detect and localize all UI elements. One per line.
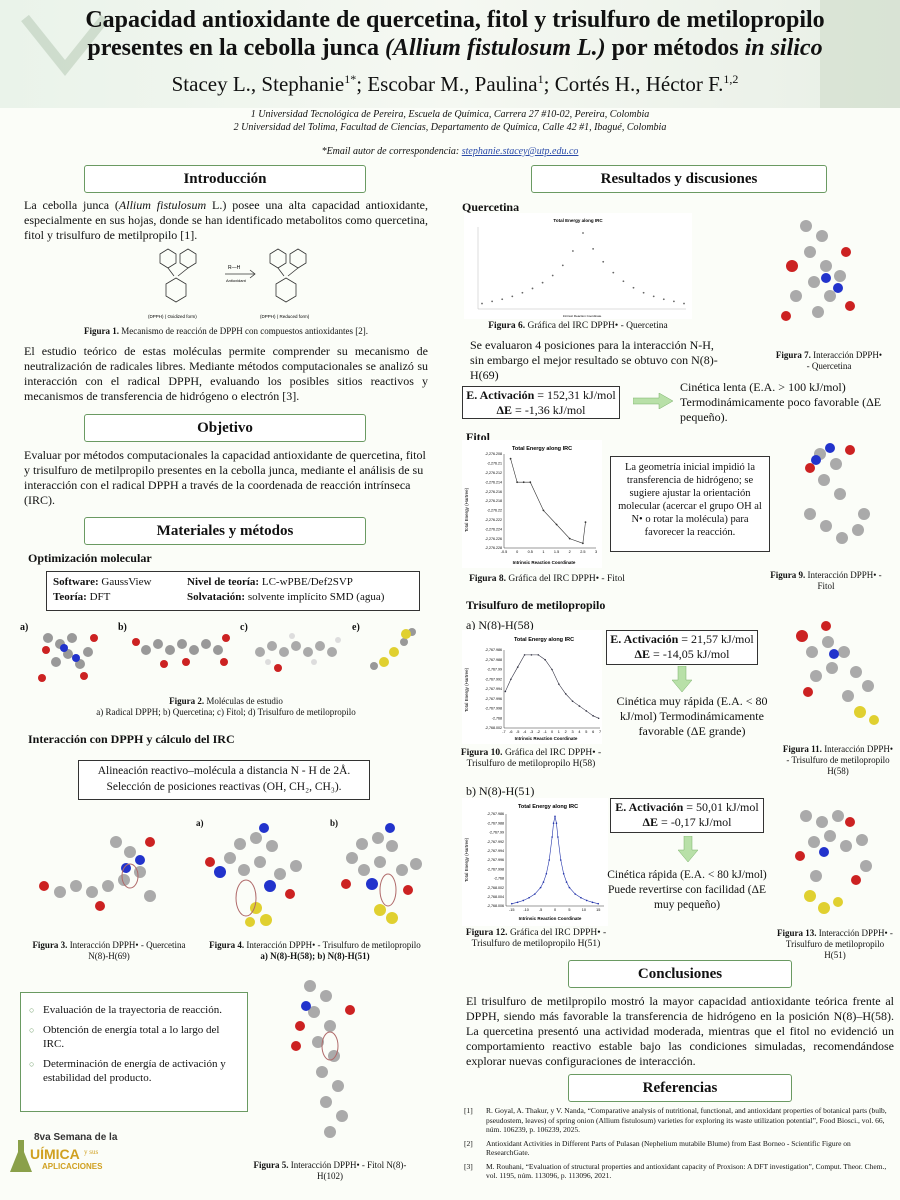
fig4-label-a: a)	[196, 818, 204, 828]
fig8-chart-title: Total Energy along IRC	[511, 446, 573, 452]
data-point	[524, 654, 526, 656]
data-point	[580, 897, 582, 899]
x-tick-label: -4	[522, 730, 527, 734]
subheading-interaccion-irc: Interacción con DPPH y cálculo del IRC	[28, 732, 235, 746]
data-point	[531, 654, 533, 656]
quercetina-energy-box: E. Activación = 152,31 kJ/mol ΔE = -1,36 kJ/mol	[462, 386, 620, 419]
reference-item: [1] R. Goyal, A. Thakur, y V. Nanda, “Comparative analysis of nutritional, functional, and antioxidant properties of botanical parts (bulb, pseudostem, leaves) of spring onion (Allium fistulosum) varieties for exploring its waste utilization potential”, Food Biosci., vol. 66, núm. 106239, p. 106239, 2025.	[464, 1106, 887, 1134]
data-point	[551, 836, 553, 838]
quercetina-note: Cinética lenta (E.A. > 100 kJ/mol) Termodinámicamente poco favorable (ΔE pequeño).	[680, 380, 882, 424]
fig2-label-a: a)	[20, 622, 29, 633]
y-tick-label: -2,276.216	[484, 489, 502, 494]
fitol-note-box: La geometría inicial impidió la transferencia de hidrógeno; se sugiere ajustar la orientación molecular (acercar el grupo OH al N• o rotar la molécula) para favorecer la reacción.	[610, 456, 770, 552]
fig6-data-point	[532, 288, 534, 290]
fig4b-interaction-image	[332, 814, 432, 934]
section-resultados: Resultados y discusiones	[531, 165, 827, 193]
x-tick-label: 10	[581, 908, 586, 912]
data-point	[522, 900, 524, 902]
y-tick-label: -2,767.992	[486, 839, 504, 844]
y-tick-label: -2,276.214	[484, 480, 502, 485]
data-point	[585, 710, 587, 712]
x-tick-label: -3	[529, 730, 534, 734]
fig6-data-point	[623, 280, 625, 282]
fig8-x-label: Intrinsic Reaction Coordinate	[512, 560, 576, 565]
y-tick-label: -2,767.994	[486, 849, 504, 853]
data-point	[517, 902, 519, 904]
fig6-data-point	[673, 301, 675, 303]
fig13-interaction-image	[776, 796, 892, 920]
affiliations: 1 Universidad Tecnológica de Pereira, Escuela de Química, Carrera 27 #10-02, Pereira, Colombia 2 Universidad del Tolima, Facultad de Ciencias, Departamento de Química, Calle 42 #1, Ibagué, Colombia	[233, 109, 667, 133]
fig6-data-point	[643, 292, 645, 294]
x-tick-label: 2.5	[580, 550, 586, 554]
fig6-data-point	[562, 265, 564, 267]
x-tick-label: -5	[538, 908, 543, 912]
fig6-data-point	[602, 261, 604, 263]
references-list	[464, 1106, 892, 1185]
data-point	[544, 659, 546, 661]
data-point	[554, 816, 556, 818]
y-tick-label: -2,768.002	[484, 726, 502, 731]
y-tick-label: -2,276.222	[484, 518, 502, 522]
fig6-data-point	[542, 282, 544, 284]
data-point	[565, 693, 567, 695]
y-tick-label: -2,276.208	[484, 452, 502, 457]
x-tick-label: 0	[550, 730, 554, 734]
section-referencias: Referencias	[568, 1074, 792, 1102]
irc-step-item: ○ Determinación de energía de activación y estabilidad del producto.	[29, 1057, 235, 1085]
fig6-data-point	[522, 292, 524, 294]
irc-method-box: Alineación reactivo–molécula a distancia N - H de 2Å. Selección de posiciones reactivas (OH, CH₂, CH₃).	[78, 760, 370, 800]
data-point	[579, 705, 581, 707]
t58-energy-box: E. Activación = 21,57 kJ/mol ΔE = -14,05 kJ/mol	[606, 630, 758, 665]
data-point	[569, 538, 571, 540]
email-link[interactable]: stephanie.stacey@utp.edu.co	[461, 146, 579, 157]
subheading-optimizacion: Optimización molecular	[28, 551, 152, 565]
subheading-quercetina: Quercetina	[462, 200, 520, 214]
t58-note: Cinética muy rápida (E.A. < 80 kJ/mol) Termodinámicamente favorable (ΔE grande)	[616, 694, 768, 738]
x-tick-label: 7	[598, 730, 602, 734]
data-point	[582, 542, 584, 544]
y-tick-label: -2,767.988	[486, 821, 504, 826]
fig6-data-point	[501, 298, 503, 300]
y-tick-label: -2,767.998	[484, 706, 502, 711]
data-point	[517, 666, 519, 668]
trisulfuro-molecule-image	[362, 622, 422, 682]
fig2-label-c: c)	[240, 622, 248, 633]
data-point	[585, 521, 587, 523]
data-point	[551, 669, 553, 671]
software-box: Software: GaussView Teoría: DFT Nivel de teoría: LC-wPBE/Def2SVP Solvatación: solvente implícito SMD (agua)	[46, 571, 420, 611]
data-point	[510, 458, 512, 460]
y-tick-label: -2,768	[493, 876, 504, 881]
fig6-x-label: Intrinsic Reaction Coordinate	[562, 314, 602, 318]
fig6-data-point	[491, 301, 493, 303]
fig6-data-point	[582, 232, 584, 234]
conclusiones-text: El trisulfuro de metilpropilo mostró la mayor capacidad antioxidante teórica frente al DPPH, siendo más favorable la transferencia de hidrógeno en la posición N(8)–H(58). La quercetina presentó una actividad moderada, mientras que el fitol no evidenció un comportamiento reactivo estable bajo las condiciones simuladas, recomendándose explorar nuevas configuraciones de interacción.	[466, 994, 894, 1068]
irc-steps-box	[20, 992, 248, 1112]
fig6-data-point	[653, 295, 655, 297]
y-tick-label: -2,768	[491, 716, 502, 721]
data-point	[543, 510, 545, 512]
fig7-interaction-image	[766, 206, 876, 346]
fig10-irc-chart	[462, 630, 602, 744]
fig8-irc-chart	[462, 440, 602, 568]
y-tick-label: -2,767.986	[486, 812, 504, 817]
arrow-down-icon	[678, 836, 698, 862]
fig6-data-point	[552, 275, 554, 277]
fig6-data-point	[481, 303, 483, 305]
section-objetivo: Objetivo	[84, 414, 366, 442]
irc-steps-list	[29, 1003, 235, 1091]
figure-4-caption: Figura 4. Interacción DPPH• - Trisulfuro de metilopropilo a) N(8)-H(58); b) N(8)-H(51)	[209, 940, 421, 961]
x-tick-label: 1	[557, 730, 560, 734]
fig1-reduced-label: (DPPH) ( Reduced form)	[260, 314, 310, 319]
t51-label: b) N(8)-H(51)	[466, 784, 535, 798]
figure-1-caption: Figura 1. Mecanismo de reacción de DPPH con compuestos antioxidantes [2].	[84, 326, 368, 336]
t58-label: a) N(8)-H(58)	[466, 618, 534, 632]
dpph-mechanism-figure	[140, 244, 340, 322]
fig5-interaction-image	[270, 966, 390, 1156]
reference-item: [2] Antioxidant Activities in Different Parts of Pulasan (Nephelium mutabile Blume) from East Borneo - Scientific Figure on ResearchGate.	[464, 1138, 851, 1157]
y-tick-label: -2,276.212	[484, 471, 502, 475]
data-point	[548, 859, 550, 861]
x-tick-label: 6	[592, 730, 595, 734]
data-point	[516, 481, 518, 483]
x-tick-label: 0	[553, 908, 557, 912]
y-tick-label: -2,768.004	[486, 895, 504, 899]
data-point	[558, 683, 560, 685]
fig4a-interaction-image	[200, 814, 320, 934]
fig10-y-label: Total Energy (Hartree)	[464, 667, 469, 713]
section-materiales-metodos: Materiales y métodos	[84, 517, 366, 545]
x-tick-label: 0.5	[527, 550, 533, 554]
x-tick-label: -7	[502, 730, 506, 734]
fig11-interaction-image	[782, 612, 892, 732]
y-tick-label: -2,768.002	[486, 885, 504, 890]
dpph-molecule-image	[28, 618, 108, 688]
y-tick-label: -2,767.998	[486, 867, 504, 872]
t51-note: Cinética rápida (E.A. < 80 kJ/mol) Puede revertirse con facilidad (ΔE muy pequeño)	[607, 869, 767, 911]
data-point	[592, 715, 594, 717]
data-point	[511, 903, 513, 905]
figure-8-caption: Figura 8. Gráfica del IRC DPPH• - Fitol	[469, 574, 625, 584]
objetivo-text: Evaluar por métodos computacionales la capacidad antioxidante de quercetina, fitol y trisulfuro de metilpropilo presentes en la cebolla junca, mediante el análisis de su interacción con el radical DPPH a través de la coordenada de reacción intrínseca (IRC).	[24, 448, 426, 507]
arrow-right-icon	[633, 393, 673, 409]
data-point	[534, 893, 536, 895]
flask-icon	[8, 1138, 34, 1178]
data-point	[563, 873, 565, 875]
data-point	[592, 902, 594, 904]
figure-2-caption: Figura 2. Moléculas de estudio a) Radical DPPH; b) Quercetina; c) Fitol; d) Trisulfuro de metilopropilo	[96, 696, 356, 717]
figure-10-caption: Figura 10. Gráfica del IRC DPPH• - Trisulfuro de metilopropilo H(58)	[460, 748, 602, 769]
fig12-y-label: Total Energy (Hartree)	[464, 837, 469, 883]
quercetina-text: Se evaluaron 4 posiciones para la interacción N-H, sin embargo el mejor resultado se obtuvo con N(8)-H(69)	[470, 338, 718, 382]
fig6-data-point	[633, 287, 635, 289]
t51-energy-box: E. Activación = 50,01 kJ/mol ΔE = -0,17 kJ/mol	[610, 798, 764, 833]
data-point	[546, 873, 548, 875]
subheading-fitol: Fitol	[466, 430, 490, 444]
x-tick-label: 5	[568, 908, 571, 912]
x-tick-label: 1.5	[553, 550, 560, 554]
x-tick-label: 4	[578, 730, 581, 734]
y-tick-label: -2,276.21	[486, 461, 502, 466]
data-point	[560, 859, 562, 861]
data-point	[553, 822, 555, 824]
series-line	[505, 655, 598, 718]
fig1-antioxidant-label: Antioxidant	[226, 278, 246, 283]
series-line	[512, 816, 598, 903]
y-tick-label: -2,767.992	[484, 677, 502, 682]
x-tick-label: 5	[585, 730, 588, 734]
x-tick-label: 3	[571, 730, 574, 734]
y-tick-label: -2,276.224	[484, 527, 502, 532]
data-point	[528, 897, 530, 899]
series-line	[511, 459, 586, 544]
data-point	[586, 900, 588, 902]
fig6-chart-title: Total Energy along IRC	[553, 218, 603, 223]
y-tick-label: -2,276.226	[484, 536, 502, 541]
fig6-data-point	[683, 303, 685, 305]
data-point	[569, 887, 571, 889]
y-tick-label: -2,276.22	[486, 508, 502, 513]
semana-quimica-logo: 8va Semana de la UÍMICA y sus APLICACIONES	[0, 1128, 120, 1188]
fig9-interaction-image	[780, 434, 890, 564]
poster-title: Capacidad antioxidante de quercetina, fitol y trisulfuro de metilopropilo presentes en la cebolla junca (Allium fistulosum L.) por métodos in silico	[85, 7, 825, 61]
fig3-interaction-image	[30, 812, 180, 936]
data-point	[540, 887, 542, 889]
y-tick-label: -2,767.986	[484, 648, 502, 653]
x-tick-label: 1	[542, 550, 545, 554]
y-tick-label: -2,276.228	[484, 546, 502, 551]
email-line: *Email autor de correspondencia: stephanie.stacey@utp.edu.co	[321, 146, 579, 157]
fig6-data-point	[663, 298, 665, 300]
fig8-y-label: Total Energy (Hartree)	[464, 487, 469, 533]
figure-12-caption: Figura 12. Gráfica del IRC DPPH• - Trisulfuro de metilopropilo H(51)	[465, 928, 607, 949]
data-point	[598, 717, 600, 719]
irc-step-item: ○ Evaluación de la trayectoria de reacción.	[29, 1003, 235, 1017]
quercetina-molecule-image	[126, 622, 236, 682]
data-point	[510, 678, 512, 680]
x-tick-label: -10	[523, 908, 529, 912]
section-introduccion: Introducción	[84, 165, 366, 193]
x-tick-label: -1	[543, 730, 547, 734]
x-tick-label: -2	[536, 730, 540, 734]
x-tick-label: 0	[516, 550, 519, 554]
x-tick-label: -0.5	[500, 550, 508, 554]
subheading-trisulfuro: Trisulfuro de metilopropilo	[466, 598, 606, 612]
fig6-data-point	[592, 248, 594, 250]
data-point	[543, 881, 545, 883]
y-tick-label: -2,767.99	[486, 667, 502, 672]
fig1-reagent-label: R—H	[228, 265, 241, 271]
y-tick-label: -2,767.988	[484, 657, 502, 662]
fig2-label-b: b)	[118, 622, 127, 633]
y-tick-label: -2,768.006	[486, 904, 504, 909]
reference-item: [3] M. Rouhani, “Evaluation of structural properties and antioxidant capacity of Proxison: A DFT investigation”, Comput. Theor. Chem., vol. 1195, núm. 113096, p. 113096, 2021.	[464, 1161, 887, 1180]
intro-paragraph-2: El estudio teórico de estas moléculas permite comprender su mecanismo de neutralización de radicales libres. Mediante métodos computacionales se analizó su interacción con el radical DPPH, evaluando los posibles sitios reactivos y mecanismos de transferencia de hidrógeno o electrón [3].	[24, 344, 428, 403]
fig6-irc-chart	[464, 213, 692, 319]
section-conclusiones: Conclusiones	[568, 960, 792, 988]
fig2-label-e: e)	[352, 622, 360, 633]
fig6-data-point	[612, 272, 614, 274]
data-point	[574, 893, 576, 895]
x-tick-label: -15	[509, 908, 515, 912]
figure-11-caption: Figura 11. Interacción DPPH• - Trisulfuro de metilopropilo H(58)	[782, 744, 894, 776]
intro-paragraph-1: La cebolla junca (Allium fistulosum L.) posee una alta capacidad antioxidante, especialmente en sus hojas, donde se han identificado metabolitos como quercetina, fitol y trisulfuro de metilpropilo [1].	[24, 198, 428, 242]
figure-7-caption: Figura 7. Interacción DPPH• - Quercetina	[775, 350, 883, 371]
data-point	[597, 903, 599, 905]
figure-13-caption: Figura 13. Interacción DPPH• - Trisulfuro de metilopropilo H(51)	[777, 928, 893, 960]
data-point	[537, 654, 539, 656]
data-point	[566, 881, 568, 883]
fig12-x-label: Intrinsic Reaction Coordinate	[518, 916, 582, 921]
data-point	[529, 481, 531, 483]
fig10-chart-title: Total Energy along IRC	[513, 637, 575, 643]
figure-3-caption: Figura 3. Interacción DPPH• - Quercetina N(8)-H(69)	[32, 940, 186, 961]
authors: Stacey L., Stephanie$^{1*}$; Escobar M., Paulina$^1$; Cortés H., Héctor F.$^{1,2}$	[171, 72, 739, 96]
data-point	[523, 481, 525, 483]
fig12-chart-title: Total Energy along IRC	[517, 804, 579, 810]
y-tick-label: -2,767.99	[488, 830, 504, 835]
figure-6-caption: Figura 6. Gráfica del IRC DPPH• - Quercetina	[488, 321, 668, 331]
x-tick-label: -6	[509, 730, 513, 734]
data-point	[572, 700, 574, 702]
fig4-label-b: b)	[330, 818, 339, 828]
irc-step-item: ○ Obtención de energía total a lo largo del IRC.	[29, 1023, 235, 1051]
figure-5-caption: Figura 5. Interacción DPPH• - Fitol N(8)-H(102)	[253, 1160, 407, 1181]
y-tick-label: -2,767.996	[486, 858, 504, 863]
data-point	[557, 836, 559, 838]
fig6-data-point	[511, 295, 513, 297]
data-point	[505, 691, 507, 693]
fig10-x-label: Intrinsic Reaction Coordinate	[514, 736, 578, 741]
x-tick-label: -5	[516, 730, 520, 734]
fig1-oxidized-label: (DPPH) ( Oxidized form)	[148, 314, 197, 319]
figure-9-caption: Figura 9. Interacción DPPH• - Fitol	[770, 570, 882, 591]
fig12-irc-chart	[462, 798, 608, 926]
y-tick-label: -2,276.218	[484, 499, 502, 504]
fitol-molecule-image	[248, 622, 348, 682]
x-tick-label: 2	[568, 550, 571, 554]
fig6-data-point	[572, 250, 574, 252]
y-tick-label: -2,767.996	[484, 696, 502, 701]
arrow-down-icon	[672, 666, 692, 692]
x-tick-label: 2	[564, 730, 567, 734]
data-point	[556, 822, 558, 824]
data-point	[556, 524, 558, 526]
x-tick-label: 3	[594, 550, 598, 554]
y-tick-label: -2,767.994	[484, 687, 502, 692]
x-tick-label: 15	[596, 908, 601, 912]
